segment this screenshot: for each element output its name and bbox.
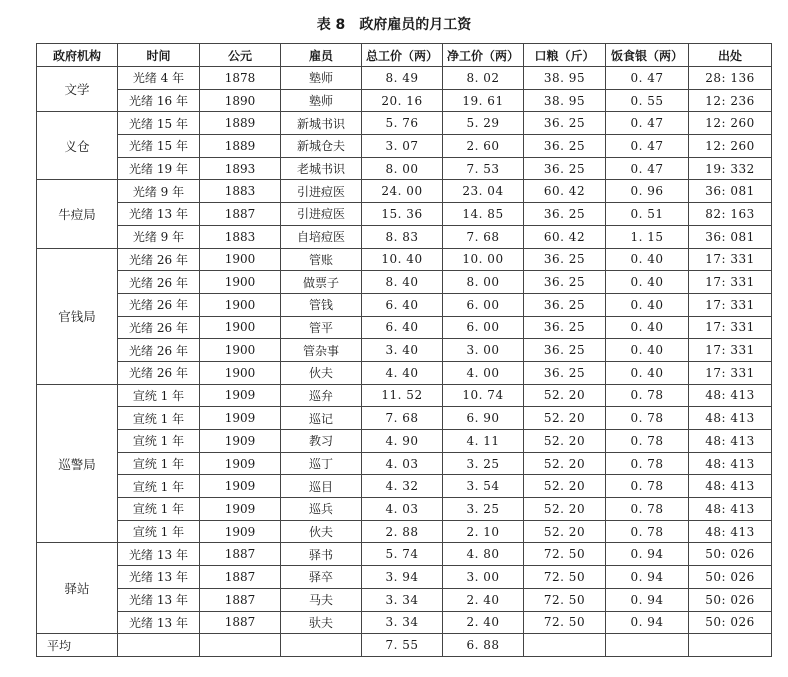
table-cell: 48: 413 xyxy=(689,384,772,407)
table-cell: 48: 413 xyxy=(689,407,772,430)
table-cell: 2. 88 xyxy=(362,520,443,543)
empty-cell xyxy=(524,634,606,657)
table-cell: 4. 90 xyxy=(362,430,443,453)
table-cell: 17: 331 xyxy=(689,293,772,316)
column-header: 总工价（两） xyxy=(362,44,443,67)
table-cell: 82: 163 xyxy=(689,203,772,226)
table-cell: 36: 081 xyxy=(689,180,772,203)
table-cell: 0. 94 xyxy=(606,588,689,611)
table-cell: 光绪 26 年 xyxy=(118,361,200,384)
table-cell: 36. 25 xyxy=(524,339,606,362)
table-cell: 光绪 26 年 xyxy=(118,248,200,271)
table-cell: 0. 47 xyxy=(606,135,689,158)
table-cell: 50: 026 xyxy=(689,611,772,634)
table-cell: 3. 25 xyxy=(443,452,524,475)
header-row xyxy=(37,44,772,67)
table-cell: 72. 50 xyxy=(524,611,606,634)
table-cell: 0. 40 xyxy=(606,248,689,271)
table-cell: 做票子 xyxy=(281,271,362,294)
table-row xyxy=(37,180,772,203)
table-cell: 1887 xyxy=(200,611,281,634)
table-cell: 光绪 9 年 xyxy=(118,180,200,203)
table-row xyxy=(37,248,772,271)
table-cell: 光绪 19 年 xyxy=(118,157,200,180)
table-row xyxy=(37,225,772,248)
table-cell: 17: 331 xyxy=(689,271,772,294)
table-cell: 管账 xyxy=(281,248,362,271)
table-cell: 1889 xyxy=(200,112,281,135)
table-cell: 新城仓夫 xyxy=(281,135,362,158)
table-cell: 光绪 26 年 xyxy=(118,293,200,316)
table-cell: 伙夫 xyxy=(281,361,362,384)
table-cell: 36. 25 xyxy=(524,316,606,339)
table-cell: 72. 50 xyxy=(524,566,606,589)
table-cell: 14. 85 xyxy=(443,203,524,226)
table-cell: 50: 026 xyxy=(689,543,772,566)
table-cell: 36. 25 xyxy=(524,203,606,226)
table-cell: 宣统 1 年 xyxy=(118,520,200,543)
table-cell: 4. 00 xyxy=(443,361,524,384)
table-cell: 36: 081 xyxy=(689,225,772,248)
table-caption: 政府雇员的月工资 xyxy=(359,17,472,33)
column-header: 公元 xyxy=(200,44,281,67)
table-cell: 1893 xyxy=(200,157,281,180)
table-cell: 0. 78 xyxy=(606,520,689,543)
table-cell: 宣统 1 年 xyxy=(118,452,200,475)
table-cell: 4. 03 xyxy=(362,452,443,475)
table-cell: 17: 331 xyxy=(689,339,772,362)
table-cell: 36. 25 xyxy=(524,271,606,294)
table-cell: 0. 40 xyxy=(606,361,689,384)
table-row xyxy=(37,135,772,158)
table-row xyxy=(37,271,772,294)
table-cell: 3. 00 xyxy=(443,339,524,362)
table-cell: 3. 54 xyxy=(443,475,524,498)
table-cell: 8. 02 xyxy=(443,67,524,90)
table-cell: 0. 94 xyxy=(606,543,689,566)
table-cell: 6. 00 xyxy=(443,316,524,339)
table-cell: 光绪 13 年 xyxy=(118,611,200,634)
table-cell: 15. 36 xyxy=(362,203,443,226)
table-row xyxy=(37,157,772,180)
table-cell: 52. 20 xyxy=(524,384,606,407)
table-cell: 管平 xyxy=(281,316,362,339)
table-cell: 塾师 xyxy=(281,89,362,112)
table-cell: 光绪 26 年 xyxy=(118,316,200,339)
table-cell: 48: 413 xyxy=(689,475,772,498)
table-cell: 3. 40 xyxy=(362,339,443,362)
table-cell: 光绪 26 年 xyxy=(118,339,200,362)
average-net-wage: 6. 88 xyxy=(443,634,524,657)
table-cell: 2. 10 xyxy=(443,520,524,543)
table-cell: 0. 47 xyxy=(606,157,689,180)
table-cell: 4. 40 xyxy=(362,361,443,384)
table-cell: 驮夫 xyxy=(281,611,362,634)
table-cell: 1890 xyxy=(200,89,281,112)
table-cell: 引进痘医 xyxy=(281,203,362,226)
table-cell: 管钱 xyxy=(281,293,362,316)
table-cell: 6. 40 xyxy=(362,293,443,316)
agency-cell: 驿站 xyxy=(37,543,118,634)
table-cell: 1887 xyxy=(200,203,281,226)
table-title xyxy=(0,14,788,34)
table-row xyxy=(37,361,772,384)
agency-cell: 牛痘局 xyxy=(37,180,118,248)
table-cell: 60. 42 xyxy=(524,225,606,248)
table-cell: 5. 74 xyxy=(362,543,443,566)
table-cell: 塾师 xyxy=(281,67,362,90)
table-cell: 3. 34 xyxy=(362,611,443,634)
table-cell: 48: 413 xyxy=(689,452,772,475)
table-cell: 0. 78 xyxy=(606,407,689,430)
table-cell: 1900 xyxy=(200,248,281,271)
table-cell: 0. 51 xyxy=(606,203,689,226)
table-cell: 伙夫 xyxy=(281,520,362,543)
table-cell: 24. 00 xyxy=(362,180,443,203)
table-cell: 1909 xyxy=(200,430,281,453)
table-cell: 0. 40 xyxy=(606,316,689,339)
table-cell: 1883 xyxy=(200,180,281,203)
table-cell: 1. 15 xyxy=(606,225,689,248)
table-cell: 6. 90 xyxy=(443,407,524,430)
table-row xyxy=(37,588,772,611)
table-cell: 36. 25 xyxy=(524,157,606,180)
table-cell: 1900 xyxy=(200,316,281,339)
table-cell: 38. 95 xyxy=(524,67,606,90)
table-cell: 60. 42 xyxy=(524,180,606,203)
table-cell: 巡兵 xyxy=(281,498,362,521)
table-cell: 17: 331 xyxy=(689,248,772,271)
table-row xyxy=(37,384,772,407)
table-cell: 5. 76 xyxy=(362,112,443,135)
table-cell: 光绪 13 年 xyxy=(118,566,200,589)
table-row xyxy=(37,407,772,430)
table-cell: 0. 78 xyxy=(606,384,689,407)
table-row xyxy=(37,611,772,634)
empty-cell xyxy=(281,634,362,657)
table-cell: 1887 xyxy=(200,543,281,566)
column-header: 口粮（斤） xyxy=(524,44,606,67)
table-cell: 0. 94 xyxy=(606,566,689,589)
table-cell: 光绪 9 年 xyxy=(118,225,200,248)
table-cell: 8. 49 xyxy=(362,67,443,90)
column-header: 政府机构 xyxy=(37,44,118,67)
table-cell: 引进痘医 xyxy=(281,180,362,203)
table-cell: 1900 xyxy=(200,339,281,362)
table-cell: 0. 78 xyxy=(606,498,689,521)
table-cell: 1887 xyxy=(200,566,281,589)
table-cell: 4. 03 xyxy=(362,498,443,521)
table-cell: 8. 83 xyxy=(362,225,443,248)
table-cell: 12: 236 xyxy=(689,89,772,112)
table-cell: 1889 xyxy=(200,135,281,158)
table-cell: 50: 026 xyxy=(689,566,772,589)
table-cell: 管杂事 xyxy=(281,339,362,362)
table-cell: 宣统 1 年 xyxy=(118,498,200,521)
table-cell: 0. 78 xyxy=(606,430,689,453)
table-cell: 0. 47 xyxy=(606,112,689,135)
average-total-wage: 7. 55 xyxy=(362,634,443,657)
table-cell: 教习 xyxy=(281,430,362,453)
table-cell: 1909 xyxy=(200,498,281,521)
table-cell: 1900 xyxy=(200,271,281,294)
table-cell: 12: 260 xyxy=(689,112,772,135)
table-cell: 4. 80 xyxy=(443,543,524,566)
table-cell: 老城书识 xyxy=(281,157,362,180)
table-cell: 19. 61 xyxy=(443,89,524,112)
table-cell: 4. 11 xyxy=(443,430,524,453)
empty-cell xyxy=(689,634,772,657)
table-cell: 0. 96 xyxy=(606,180,689,203)
table-cell: 马夫 xyxy=(281,588,362,611)
table-row xyxy=(37,67,772,90)
table-cell: 50: 026 xyxy=(689,588,772,611)
table-row xyxy=(37,89,772,112)
table-cell: 72. 50 xyxy=(524,588,606,611)
table-cell: 光绪 15 年 xyxy=(118,135,200,158)
agency-cell: 巡警局 xyxy=(37,384,118,543)
table-cell: 宣统 1 年 xyxy=(118,430,200,453)
table-cell: 4. 32 xyxy=(362,475,443,498)
table-row xyxy=(37,293,772,316)
table-cell: 新城书识 xyxy=(281,112,362,135)
average-row xyxy=(37,634,772,657)
wage-table xyxy=(36,43,772,657)
table-cell: 光绪 13 年 xyxy=(118,203,200,226)
table-cell: 驿卒 xyxy=(281,566,362,589)
table-row xyxy=(37,430,772,453)
table-row xyxy=(37,566,772,589)
table-cell: 3. 00 xyxy=(443,566,524,589)
agency-cell: 文学 xyxy=(37,67,118,112)
table-cell: 36. 25 xyxy=(524,112,606,135)
table-cell: 0. 47 xyxy=(606,67,689,90)
table-cell: 17: 331 xyxy=(689,316,772,339)
table-cell: 2. 60 xyxy=(443,135,524,158)
table-cell: 6. 40 xyxy=(362,316,443,339)
table-row xyxy=(37,498,772,521)
table-cell: 52. 20 xyxy=(524,430,606,453)
table-cell: 巡丁 xyxy=(281,452,362,475)
table-cell: 52. 20 xyxy=(524,498,606,521)
table-cell: 巡记 xyxy=(281,407,362,430)
table-cell: 52. 20 xyxy=(524,407,606,430)
table-cell: 8. 00 xyxy=(362,157,443,180)
table-cell: 光绪 26 年 xyxy=(118,271,200,294)
table-cell: 48: 413 xyxy=(689,520,772,543)
table-row xyxy=(37,520,772,543)
table-body xyxy=(37,67,772,657)
table-cell: 光绪 4 年 xyxy=(118,67,200,90)
table-cell: 巡弁 xyxy=(281,384,362,407)
table-cell: 10. 00 xyxy=(443,248,524,271)
table-cell: 17: 331 xyxy=(689,361,772,384)
table-row xyxy=(37,203,772,226)
table-cell: 1900 xyxy=(200,361,281,384)
table-cell: 0. 40 xyxy=(606,271,689,294)
column-header: 饭食银（两） xyxy=(606,44,689,67)
column-header: 净工价（两） xyxy=(443,44,524,67)
table-cell: 1883 xyxy=(200,225,281,248)
table-cell: 7. 68 xyxy=(443,225,524,248)
table-cell: 7. 68 xyxy=(362,407,443,430)
table-cell: 自培痘医 xyxy=(281,225,362,248)
table-cell: 光绪 15 年 xyxy=(118,112,200,135)
table-cell: 驿书 xyxy=(281,543,362,566)
table-cell: 6. 00 xyxy=(443,293,524,316)
table-cell: 36. 25 xyxy=(524,361,606,384)
table-cell: 72. 50 xyxy=(524,543,606,566)
table-cell: 7. 53 xyxy=(443,157,524,180)
table-cell: 10. 40 xyxy=(362,248,443,271)
table-cell: 1909 xyxy=(200,384,281,407)
agency-cell: 义仓 xyxy=(37,112,118,180)
table-row xyxy=(37,543,772,566)
table-row xyxy=(37,475,772,498)
table-cell: 3. 34 xyxy=(362,588,443,611)
table-cell: 5. 29 xyxy=(443,112,524,135)
table-cell: 11. 52 xyxy=(362,384,443,407)
table-cell: 38. 95 xyxy=(524,89,606,112)
table-row xyxy=(37,112,772,135)
table-cell: 1900 xyxy=(200,293,281,316)
agency-cell: 官钱局 xyxy=(37,248,118,384)
column-header: 雇员 xyxy=(281,44,362,67)
table-cell: 光绪 13 年 xyxy=(118,588,200,611)
table-cell: 0. 40 xyxy=(606,339,689,362)
table-cell: 0. 78 xyxy=(606,452,689,475)
table-cell: 23. 04 xyxy=(443,180,524,203)
table-cell: 1909 xyxy=(200,452,281,475)
table-cell: 2. 40 xyxy=(443,588,524,611)
table-cell: 巡目 xyxy=(281,475,362,498)
table-cell: 0. 78 xyxy=(606,475,689,498)
table-cell: 52. 20 xyxy=(524,520,606,543)
table-cell: 48: 413 xyxy=(689,498,772,521)
table-cell: 0. 40 xyxy=(606,293,689,316)
table-cell: 48: 413 xyxy=(689,430,772,453)
table-cell: 19: 332 xyxy=(689,157,772,180)
table-cell: 52. 20 xyxy=(524,452,606,475)
table-cell: 8. 00 xyxy=(443,271,524,294)
table-row xyxy=(37,316,772,339)
column-header: 出处 xyxy=(689,44,772,67)
table-cell: 36. 25 xyxy=(524,293,606,316)
table-cell: 10. 74 xyxy=(443,384,524,407)
table-cell: 1909 xyxy=(200,520,281,543)
table-cell: 1909 xyxy=(200,475,281,498)
table-cell: 3. 94 xyxy=(362,566,443,589)
table-cell: 光绪 16 年 xyxy=(118,89,200,112)
table-cell: 0. 94 xyxy=(606,611,689,634)
table-cell: 36. 25 xyxy=(524,135,606,158)
table-cell: 52. 20 xyxy=(524,475,606,498)
column-header: 时间 xyxy=(118,44,200,67)
empty-cell xyxy=(200,634,281,657)
table-cell: 0. 55 xyxy=(606,89,689,112)
table-number: 表 8 xyxy=(316,17,346,33)
table-cell: 宣统 1 年 xyxy=(118,407,200,430)
average-label: 平均 xyxy=(37,634,118,657)
table-cell: 1878 xyxy=(200,67,281,90)
table-row xyxy=(37,452,772,475)
empty-cell xyxy=(606,634,689,657)
table-row xyxy=(37,339,772,362)
table-cell: 3. 25 xyxy=(443,498,524,521)
table-cell: 12: 260 xyxy=(689,135,772,158)
table-cell: 36. 25 xyxy=(524,248,606,271)
table-cell: 28: 136 xyxy=(689,67,772,90)
table-cell: 光绪 13 年 xyxy=(118,543,200,566)
table-cell: 1909 xyxy=(200,407,281,430)
table-cell: 3. 07 xyxy=(362,135,443,158)
table-cell: 20. 16 xyxy=(362,89,443,112)
empty-cell xyxy=(118,634,200,657)
table-cell: 宣统 1 年 xyxy=(118,475,200,498)
table-cell: 8. 40 xyxy=(362,271,443,294)
table-cell: 2. 40 xyxy=(443,611,524,634)
table-cell: 宣统 1 年 xyxy=(118,384,200,407)
table-cell: 1887 xyxy=(200,588,281,611)
